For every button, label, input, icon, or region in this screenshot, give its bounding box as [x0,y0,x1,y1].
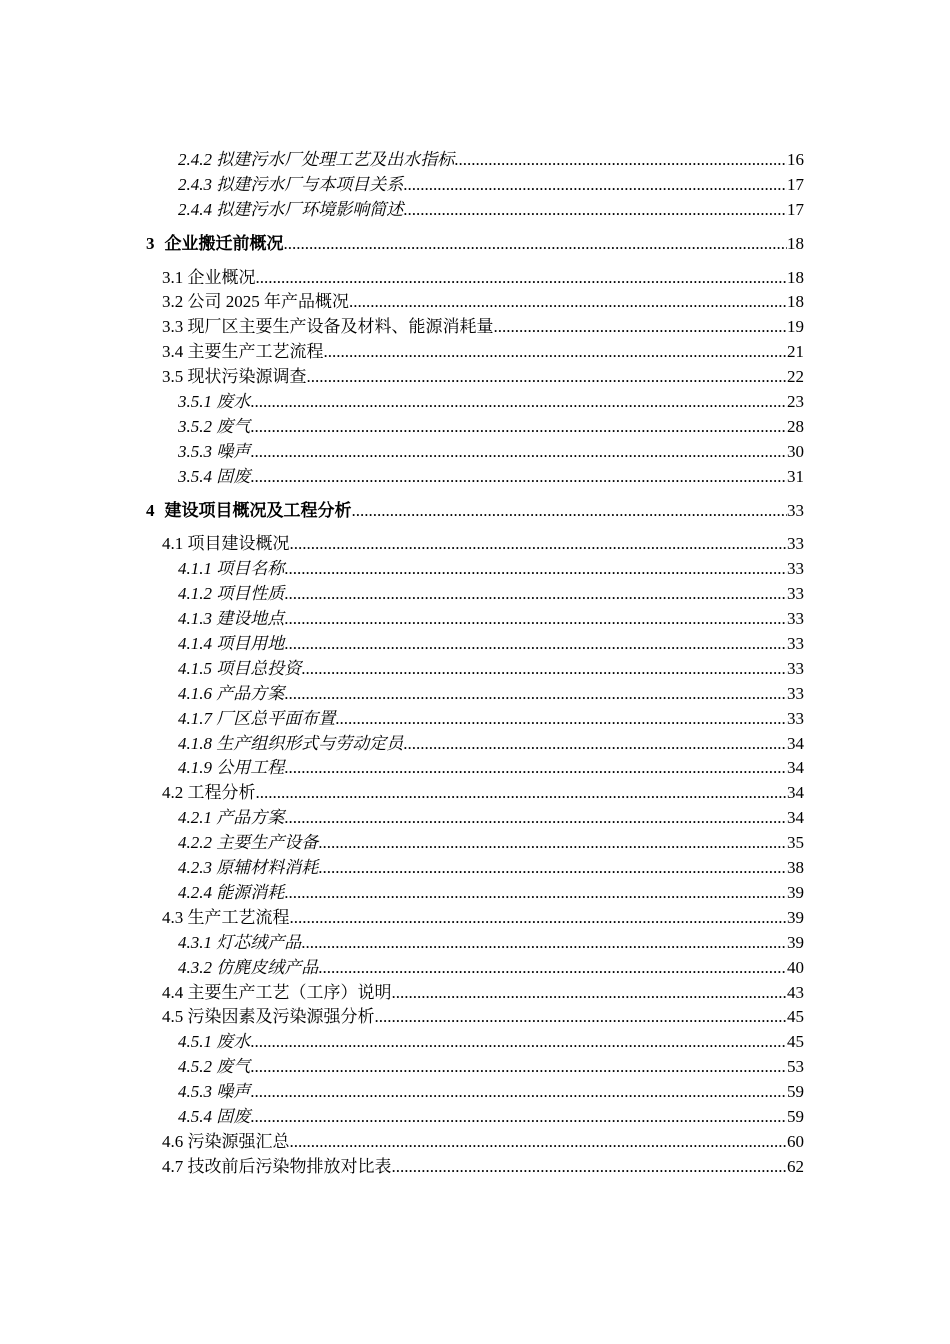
toc-dot-leader [284,557,787,582]
toc-entry-title: 3.2 公司 2025 年产品概况 [162,292,349,312]
toc-subsection-entry[interactable] [0,465,950,490]
toc-subsection-entry[interactable] [0,806,950,831]
toc-entry-title: 2.4.2 拟建污水厂处理工艺及出水指标 [178,150,455,169]
toc-entry-title: 4.1.9 公用工程 [178,758,285,778]
toc-dot-leader [324,340,788,365]
toc-chapter-number: 4 [146,500,155,520]
toc-subsection-entry[interactable] [0,707,950,732]
toc-dot-leader [284,232,788,257]
toc-page-number: 18 [787,267,804,287]
toc-entry-title: 4.2 工程分析 [162,783,256,803]
toc-page-number: 33 [787,634,804,654]
toc-entry-title: 4.3.1 灯芯绒产品 [178,932,302,952]
toc-dot-leader [375,1005,788,1030]
toc-page-number: 33 [787,500,804,520]
toc-page-number: 60 [787,1131,804,1151]
toc-dot-leader [403,732,787,757]
toc-subsection-entry[interactable] [0,582,950,607]
toc-dot-leader [290,906,788,931]
toc-subsection-entry[interactable] [0,632,950,657]
toc-entry-title: 4.1.1 项目名称 [178,559,285,579]
toc-page-number: 34 [787,783,804,803]
toc-dot-leader [256,266,788,291]
toc-dot-leader [301,657,787,682]
toc-entry-title: 4.1 项目建设概况 [162,534,290,554]
toc-chapter-entry[interactable] [0,232,950,257]
toc-page-number: 33 [787,658,804,678]
toc-subsection-entry[interactable] [0,1055,950,1080]
toc-section-entry[interactable] [0,532,950,557]
toc-page-number: 45 [787,1032,804,1052]
toc-subsection-entry[interactable] [0,415,950,440]
toc-page-number: 18 [787,292,804,312]
toc-subsection-entry[interactable] [0,956,950,981]
toc-page-number: 17 [787,199,804,219]
toc-section-entry[interactable] [0,315,950,340]
toc-section-entry[interactable] [0,266,950,291]
toc-dot-leader [250,440,787,465]
toc-section-entry[interactable] [0,906,950,931]
toc-dot-leader [290,532,788,557]
toc-entry-title: 4.3 生产工艺流程 [162,907,290,927]
toc-dot-leader [392,1155,788,1180]
toc-entry-title: 4.1.6 产品方案 [178,683,285,703]
toc-page-number: 39 [787,932,804,952]
toc-entry-title: 3.5.4 固废 [178,466,251,486]
toc-dot-leader [284,881,787,906]
toc-page-number: 34 [787,758,804,778]
toc-page-number: 33 [787,708,804,728]
toc-page-number: 35 [787,833,804,853]
toc-entry-title: 3.5.3 噪声 [178,441,251,461]
toc-page-number: 21 [787,342,804,362]
toc-dot-leader [284,582,787,607]
toc-chapter-title: 企业搬迁前概况 [164,233,284,253]
toc-dot-leader [307,365,788,390]
toc-subsection-entry[interactable] [0,1030,950,1055]
toc-section-entry[interactable] [0,340,950,365]
toc-chapter-entry[interactable] [0,499,950,524]
toc-entry-title: 4.1.7 厂区总平面布置 [178,708,336,728]
toc-dot-leader [349,290,787,315]
toc-subsection-entry[interactable] [0,440,950,465]
toc-entry-title: 3.1 企业概况 [162,267,256,287]
toc-dot-leader [250,390,787,415]
toc-page-number: 59 [787,1082,804,1102]
toc-page-number: 17 [787,174,804,194]
toc-page-number: 33 [787,584,804,604]
toc-subsection-entry[interactable] [0,657,950,682]
toc-subsection-entry[interactable] [0,390,950,415]
toc-chapter-title: 建设项目概况及工程分析 [164,500,352,520]
toc-page-number: 33 [787,609,804,629]
toc-entry-title: 4.1.4 项目用地 [178,634,285,654]
toc-page-number: 28 [787,416,804,436]
toc-dot-leader [284,806,787,831]
toc-entry-title: 4.7 技改前后污染物排放对比表 [162,1156,392,1176]
toc-entry-title: 4.4 主要生产工艺（工序）说明 [162,982,392,1002]
toc-subsection-entry[interactable] [0,1080,950,1105]
toc-page-number: 19 [787,317,804,337]
toc-dot-leader [250,465,787,490]
toc-subsection-entry[interactable] [0,881,950,906]
toc-subsection-entry[interactable] [0,198,950,223]
toc-entry-title: 4.2.3 原辅材料消耗 [178,858,319,878]
toc-subsection-entry[interactable] [0,1105,950,1130]
toc-entry-title: 2.4.4 拟建污水厂环境影响简述 [178,199,404,219]
toc-section-entry[interactable] [0,365,950,390]
toc-subsection-entry[interactable] [0,831,950,856]
toc-dot-leader [335,707,787,732]
toc-entry-title: 4.5 污染因素及污染源强分析 [162,1007,375,1027]
toc-entry-title: 4.2.1 产品方案 [178,808,285,828]
toc-subsection-entry[interactable] [0,756,950,781]
toc-dot-leader [250,1080,787,1105]
toc-entry-title: 3.5.2 废气 [178,416,251,436]
toc-dot-leader [454,148,787,173]
toc-section-entry[interactable] [0,1005,950,1030]
toc-subsection-entry[interactable] [0,173,950,198]
toc-page-number: 62 [787,1156,804,1176]
toc-page-number: 45 [787,1007,804,1027]
toc-entry-title: 4.5.3 噪声 [178,1082,251,1102]
toc-entry-title: 3.5 现状污染源调查 [162,367,307,387]
toc-dot-leader [392,981,788,1006]
toc-dot-leader [301,931,787,956]
toc-entry-title: 4.5.4 固废 [178,1106,251,1126]
toc-dot-leader [284,632,787,657]
toc-dot-leader [403,173,787,198]
toc-dot-leader [494,315,788,340]
toc-chapter-number: 3 [146,233,155,253]
toc-page-number: 33 [787,559,804,579]
toc-page-number: 43 [787,982,804,1002]
toc-dot-leader [256,781,788,806]
toc-section-entry[interactable] [0,290,950,315]
toc-page-number: 38 [787,858,804,878]
toc-dot-leader [284,756,787,781]
toc-dot-leader [250,1105,787,1130]
toc-page-number: 31 [787,466,804,486]
toc-entry-title: 4.2.4 能源消耗 [178,882,285,902]
toc-entry-title: 4.5.2 废气 [178,1057,251,1077]
toc-entry-title: 4.1.2 项目性质 [178,584,285,604]
toc-dot-leader [250,415,787,440]
toc-page-number: 39 [787,882,804,902]
toc-entry-title [146,232,284,257]
toc-page-number: 16 [787,150,804,169]
toc-entry-title: 2.4.3 拟建污水厂与本项目关系 [178,174,404,194]
toc-subsection-entry[interactable] [0,148,950,173]
toc-page-number: 59 [787,1106,804,1126]
toc-entry-title: 3.5.1 废水 [178,392,251,412]
toc-dot-leader [318,956,787,981]
toc-entry-title: 4.1.3 建设地点 [178,609,285,629]
toc-entry-title [146,499,352,524]
toc-page-number: 33 [787,683,804,703]
table-of-contents [0,148,950,1180]
toc-dot-leader [318,831,787,856]
toc-entry-title: 4.6 污染源强汇总 [162,1131,290,1151]
toc-entry-title: 4.5.1 废水 [178,1032,251,1052]
toc-page-number: 23 [787,392,804,412]
toc-dot-leader [318,856,787,881]
toc-dot-leader [403,198,787,223]
toc-dot-leader [250,1055,787,1080]
toc-page-number: 53 [787,1057,804,1077]
toc-entry-title: 3.4 主要生产工艺流程 [162,342,324,362]
toc-page-number: 34 [787,733,804,753]
toc-entry-title: 4.1.8 生产组织形式与劳动定员 [178,733,404,753]
toc-dot-leader [290,1130,788,1155]
toc-section-entry[interactable] [0,1155,950,1180]
toc-page-number: 34 [787,808,804,828]
toc-page-number: 18 [787,233,804,253]
toc-entry-title: 4.2.2 主要生产设备 [178,833,319,853]
toc-subsection-entry[interactable] [0,607,950,632]
toc-dot-leader [352,499,788,524]
toc-page-number: 40 [787,957,804,977]
toc-section-entry[interactable] [0,1130,950,1155]
toc-section-entry[interactable] [0,781,950,806]
toc-subsection-entry[interactable] [0,557,950,582]
toc-dot-leader [284,682,787,707]
toc-dot-leader [284,607,787,632]
toc-page-number: 30 [787,441,804,461]
toc-entry-title: 4.3.2 仿麂皮绒产品 [178,957,319,977]
toc-subsection-entry[interactable] [0,856,950,881]
toc-dot-leader [250,1030,787,1055]
toc-page-number: 22 [787,367,804,387]
toc-subsection-entry[interactable] [0,732,950,757]
toc-entry-title: 4.1.5 项目总投资 [178,658,302,678]
toc-entry-title: 3.3 现厂区主要生产设备及材料、能源消耗量 [162,317,494,337]
toc-page-number: 39 [787,907,804,927]
toc-page-number: 33 [787,534,804,554]
toc-subsection-entry[interactable] [0,931,950,956]
toc-subsection-entry[interactable] [0,682,950,707]
toc-section-entry[interactable] [0,981,950,1006]
